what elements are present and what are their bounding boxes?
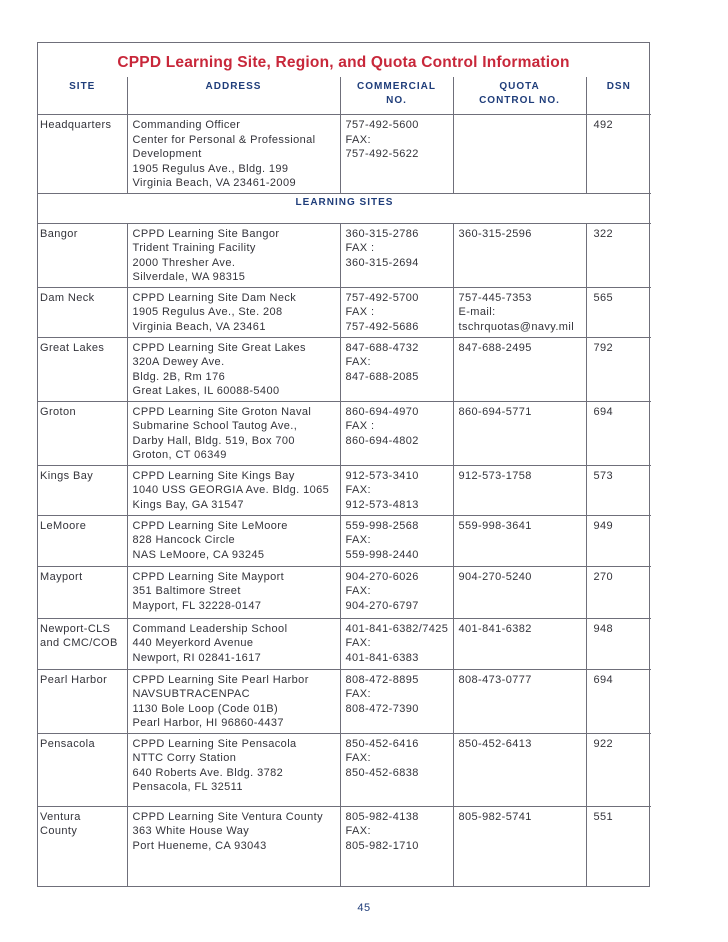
address-cell-line: 1905 Regulus Ave., Bldg. 199 bbox=[132, 162, 289, 175]
site-cell bbox=[38, 465, 127, 515]
address-cell bbox=[127, 669, 340, 733]
commercial-cell-line: FAX: bbox=[345, 133, 371, 146]
address-cell bbox=[127, 223, 340, 287]
address-cell bbox=[127, 287, 340, 337]
quota-cell bbox=[453, 618, 586, 669]
commercial-cell-line: FAX: bbox=[345, 637, 371, 649]
commercial-cell-line: FAX: bbox=[345, 585, 371, 597]
table-row bbox=[38, 401, 651, 465]
address-cell bbox=[127, 465, 340, 515]
table-row bbox=[38, 337, 651, 401]
commercial-cell-line: 757-492-5600 bbox=[345, 119, 419, 131]
quota-cell-line: 850-452-6413 bbox=[458, 737, 532, 750]
site-cell bbox=[38, 337, 127, 401]
table-row bbox=[38, 669, 651, 733]
dsn-value: 949 bbox=[593, 519, 614, 532]
address-cell-line: 1905 Regulus Ave., Ste. 208 bbox=[132, 306, 283, 318]
quota-cell-line: 559-998-3641 bbox=[458, 519, 532, 532]
commercial-cell-line: 912-573-4813 bbox=[345, 498, 419, 511]
commercial-cell bbox=[340, 515, 453, 566]
quota-cell-line: 904-270-5240 bbox=[458, 570, 532, 583]
quota-cell bbox=[453, 287, 586, 337]
commercial-cell-line: 757-492-5686 bbox=[345, 320, 419, 333]
address-cell-line: Command Leadership School bbox=[132, 622, 288, 635]
address-cell-line: 828 Hancock Circle bbox=[132, 534, 236, 546]
address-cell-line: Trident Training Facility bbox=[132, 242, 256, 254]
commercial-cell-line: 808-472-8895 bbox=[345, 673, 419, 686]
section-label: LEARNING SITES bbox=[38, 193, 651, 215]
commercial-cell bbox=[340, 223, 453, 287]
commercial-cell-line: 401-841-6382/7425 bbox=[345, 622, 449, 635]
commercial-cell bbox=[340, 669, 453, 733]
quota-cell bbox=[453, 669, 586, 733]
address-cell-line: NTTC Corry Station bbox=[132, 752, 237, 764]
commercial-cell bbox=[340, 287, 453, 337]
site-cell bbox=[38, 515, 127, 566]
quota-cell-line: 805-982-5741 bbox=[458, 810, 532, 823]
dsn-value: 573 bbox=[593, 469, 614, 482]
header-quota: QUOTA CONTROL NO. bbox=[453, 77, 586, 115]
site-table bbox=[38, 77, 651, 886]
table-row bbox=[38, 223, 651, 287]
address-cell bbox=[127, 515, 340, 566]
commercial-cell-line: 847-688-2085 bbox=[345, 370, 419, 383]
quota-cell-line: 860-694-5771 bbox=[458, 405, 532, 418]
table-row bbox=[38, 566, 651, 618]
address-cell-line: Bldg. 2B, Rm 176 bbox=[132, 370, 226, 383]
commercial-cell-line: 360-315-2786 bbox=[345, 227, 419, 240]
commercial-cell-line: FAX: bbox=[345, 825, 371, 837]
commercial-cell bbox=[340, 465, 453, 515]
address-cell-line: CPPD Learning Site Great Lakes bbox=[132, 341, 306, 354]
address-cell-line: 1130 Bole Loop (Code 01B) bbox=[132, 702, 279, 715]
site-cell-line: Ventura bbox=[40, 810, 81, 823]
address-cell bbox=[127, 733, 340, 806]
address-cell-line: CPPD Learning Site Pensacola bbox=[132, 737, 297, 750]
address-cell-line: NAS LeMoore, CA 93245 bbox=[132, 548, 265, 561]
address-cell-line: Mayport, FL 32228-0147 bbox=[132, 599, 262, 612]
address-cell-line: CPPD Learning Site Groton Naval bbox=[132, 405, 312, 418]
table-row bbox=[38, 465, 651, 515]
header-dsn: DSN bbox=[586, 77, 651, 115]
address-cell-line: Center for Personal & Professional bbox=[132, 133, 316, 146]
commercial-cell-line: FAX: bbox=[345, 688, 371, 700]
commercial-cell-line: FAX : bbox=[345, 420, 375, 432]
table-row bbox=[38, 806, 651, 886]
commercial-cell-line: 559-998-2440 bbox=[345, 548, 419, 561]
site-cell-line: Newport-CLS bbox=[40, 622, 111, 635]
address-cell-line: CPPD Learning Site Dam Neck bbox=[132, 291, 297, 304]
address-cell-line: Virginia Beach, VA 23461 bbox=[132, 320, 266, 333]
table-row bbox=[38, 287, 651, 337]
table-row bbox=[38, 733, 651, 806]
site-cell bbox=[38, 806, 127, 886]
dsn-value: 492 bbox=[593, 119, 614, 131]
dsn-cell bbox=[586, 566, 651, 618]
address-cell-line: Newport, RI 02841-1617 bbox=[132, 651, 262, 664]
site-cell-line: Mayport bbox=[40, 570, 83, 583]
header-commercial: COMMERCIAL NO. bbox=[340, 77, 453, 115]
table-row bbox=[38, 618, 651, 669]
address-cell-line: CPPD Learning Site LeMoore bbox=[132, 519, 288, 532]
quota-cell-line: 401-841-6382 bbox=[458, 622, 532, 635]
quota-cell bbox=[453, 733, 586, 806]
table-body bbox=[38, 115, 651, 887]
commercial-cell-line: 808-472-7390 bbox=[345, 702, 419, 715]
site-cell-line: Groton bbox=[40, 405, 77, 418]
quota-cell bbox=[453, 401, 586, 465]
dsn-cell bbox=[586, 733, 651, 806]
address-cell-line: 640 Roberts Ave. Bldg. 3782 bbox=[132, 766, 284, 779]
commercial-cell-line: 850-452-6838 bbox=[345, 766, 419, 779]
address-cell-line: Commanding Officer bbox=[132, 119, 241, 131]
quota-cell-line: 847-688-2495 bbox=[458, 341, 532, 354]
address-cell bbox=[127, 115, 340, 194]
dsn-cell bbox=[586, 223, 651, 287]
quota-cell bbox=[453, 115, 586, 194]
address-cell-line: Great Lakes, IL 60088-5400 bbox=[132, 385, 280, 397]
dsn-value: 792 bbox=[593, 341, 614, 354]
site-cell-line: Kings Bay bbox=[40, 469, 94, 482]
commercial-cell-line: 805-982-4138 bbox=[345, 810, 419, 823]
dsn-cell bbox=[586, 115, 651, 194]
address-cell-line: 363 White House Way bbox=[132, 825, 250, 837]
header-row bbox=[38, 77, 651, 115]
commercial-cell bbox=[340, 733, 453, 806]
quota-cell bbox=[453, 465, 586, 515]
dsn-cell bbox=[586, 515, 651, 566]
commercial-cell bbox=[340, 337, 453, 401]
page-number: 45 bbox=[357, 902, 371, 914]
address-cell-line: Pensacola, FL 32511 bbox=[132, 781, 243, 793]
commercial-cell-line: FAX : bbox=[345, 242, 375, 254]
address-cell-line: Submarine School Tautog Ave., bbox=[132, 420, 298, 432]
quota-cell-line: 360-315-2596 bbox=[458, 227, 532, 240]
address-cell-line: Virginia Beach, VA 23461-2009 bbox=[132, 177, 296, 189]
dsn-value: 322 bbox=[593, 227, 614, 240]
commercial-cell-line: FAX: bbox=[345, 356, 371, 368]
site-cell-line: Headquarters bbox=[40, 119, 112, 131]
commercial-cell-line: 904-270-6797 bbox=[345, 599, 419, 612]
quota-cell bbox=[453, 515, 586, 566]
commercial-cell-line: FAX: bbox=[345, 534, 371, 546]
dsn-cell bbox=[586, 806, 651, 886]
quota-cell-line: E-mail: bbox=[458, 306, 496, 318]
commercial-cell bbox=[340, 618, 453, 669]
site-cell-line: and CMC/COB bbox=[40, 637, 118, 649]
commercial-cell-line: 860-694-4970 bbox=[345, 405, 419, 418]
commercial-cell bbox=[340, 806, 453, 886]
quota-cell bbox=[453, 806, 586, 886]
dsn-value: 694 bbox=[593, 405, 614, 418]
commercial-cell-line: FAX: bbox=[345, 752, 371, 764]
dsn-cell bbox=[586, 618, 651, 669]
site-cell bbox=[38, 223, 127, 287]
dsn-value: 694 bbox=[593, 673, 614, 686]
address-cell-line: Development bbox=[132, 148, 202, 160]
dsn-value: 551 bbox=[593, 810, 614, 823]
address-cell-line: CPPD Learning Site Bangor bbox=[132, 227, 280, 240]
quota-cell-line: tschrquotas@navy.mil bbox=[458, 320, 575, 333]
address-cell-line: NAVSUBTRACENPAC bbox=[132, 688, 250, 700]
address-cell-line: 351 Baltimore Street bbox=[132, 585, 241, 597]
address-cell-line: 2000 Thresher Ave. bbox=[132, 256, 236, 269]
site-cell bbox=[38, 669, 127, 733]
header-address: ADDRESS bbox=[127, 77, 340, 115]
commercial-cell-line: 904-270-6026 bbox=[345, 570, 419, 583]
section-gap-cell bbox=[38, 215, 651, 223]
quota-cell-line: 912-573-1758 bbox=[458, 469, 532, 482]
commercial-cell-line: 757-492-5622 bbox=[345, 148, 419, 160]
site-cell bbox=[38, 733, 127, 806]
address-cell-line: CPPD Learning Site Mayport bbox=[132, 570, 285, 583]
commercial-cell bbox=[340, 566, 453, 618]
address-cell bbox=[127, 566, 340, 618]
address-cell-line: 1040 USS GEORGIA Ave. Bldg. 1065 bbox=[132, 484, 330, 496]
address-cell-line: CPPD Learning Site Kings Bay bbox=[132, 469, 295, 482]
table-row bbox=[38, 515, 651, 566]
commercial-cell-line: 847-688-4732 bbox=[345, 341, 419, 354]
dsn-cell bbox=[586, 669, 651, 733]
site-cell bbox=[38, 401, 127, 465]
site-cell-line: Dam Neck bbox=[40, 291, 95, 304]
site-cell-line: Bangor bbox=[40, 227, 78, 240]
commercial-cell-line: 559-998-2568 bbox=[345, 519, 419, 532]
section-row bbox=[38, 193, 651, 215]
commercial-cell-line: 850-452-6416 bbox=[345, 737, 419, 750]
dsn-cell bbox=[586, 337, 651, 401]
commercial-cell-line: 912-573-3410 bbox=[345, 469, 419, 482]
address-cell-line: CPPD Learning Site Pearl Harbor bbox=[132, 673, 309, 686]
address-cell-line: 440 Meyerkord Avenue bbox=[132, 637, 254, 649]
commercial-cell bbox=[340, 401, 453, 465]
quota-cell-line: 808-473-0777 bbox=[458, 673, 532, 686]
address-cell-line: Port Hueneme, CA 93043 bbox=[132, 839, 267, 852]
commercial-cell-line: 401-841-6383 bbox=[345, 651, 419, 664]
site-cell bbox=[38, 566, 127, 618]
address-cell-line: Silverdale, WA 98315 bbox=[132, 271, 246, 283]
address-cell bbox=[127, 401, 340, 465]
dsn-cell bbox=[586, 401, 651, 465]
commercial-cell bbox=[340, 115, 453, 194]
address-cell-line: Pearl Harbor, HI 96860-4437 bbox=[132, 717, 284, 729]
quota-cell-line: 757-445-7353 bbox=[458, 291, 532, 304]
address-cell-line: Darby Hall, Bldg. 519, Box 700 bbox=[132, 434, 295, 447]
quota-cell bbox=[453, 566, 586, 618]
site-cell-line: Pensacola bbox=[40, 737, 95, 750]
section-gap bbox=[38, 215, 651, 223]
quota-cell bbox=[453, 337, 586, 401]
dsn-value: 565 bbox=[593, 291, 614, 304]
site-table-frame bbox=[37, 42, 650, 887]
site-cell-line: County bbox=[40, 825, 78, 837]
site-cell bbox=[38, 287, 127, 337]
table-row bbox=[38, 115, 651, 194]
address-cell bbox=[127, 618, 340, 669]
site-cell bbox=[38, 618, 127, 669]
site-cell-line: LeMoore bbox=[40, 519, 87, 532]
commercial-cell-line: 360-315-2694 bbox=[345, 256, 419, 269]
header-site: SITE bbox=[69, 81, 96, 92]
page-title: CPPD Learning Site, Region, and Quota Control Information bbox=[117, 54, 570, 71]
address-cell-line: Kings Bay, GA 31547 bbox=[132, 498, 244, 511]
site-cell bbox=[38, 115, 127, 194]
address-cell bbox=[127, 337, 340, 401]
address-cell-line: Groton, CT 06349 bbox=[132, 449, 227, 461]
dsn-cell bbox=[586, 287, 651, 337]
dsn-value: 948 bbox=[593, 622, 614, 635]
quota-cell bbox=[453, 223, 586, 287]
address-cell-line: CPPD Learning Site Ventura County bbox=[132, 810, 324, 823]
site-cell-line: Great Lakes bbox=[40, 341, 105, 354]
commercial-cell-line: FAX : bbox=[345, 306, 375, 318]
commercial-cell-line: 860-694-4802 bbox=[345, 434, 419, 447]
address-cell bbox=[127, 806, 340, 886]
commercial-cell-line: FAX: bbox=[345, 484, 371, 496]
address-cell-line: 320A Dewey Ave. bbox=[132, 356, 225, 368]
site-cell-line: Pearl Harbor bbox=[40, 673, 108, 686]
dsn-value: 270 bbox=[593, 570, 614, 583]
commercial-cell-line: 805-982-1710 bbox=[345, 839, 419, 852]
dsn-value: 922 bbox=[593, 737, 614, 750]
dsn-cell bbox=[586, 465, 651, 515]
commercial-cell-line: 757-492-5700 bbox=[345, 291, 419, 304]
